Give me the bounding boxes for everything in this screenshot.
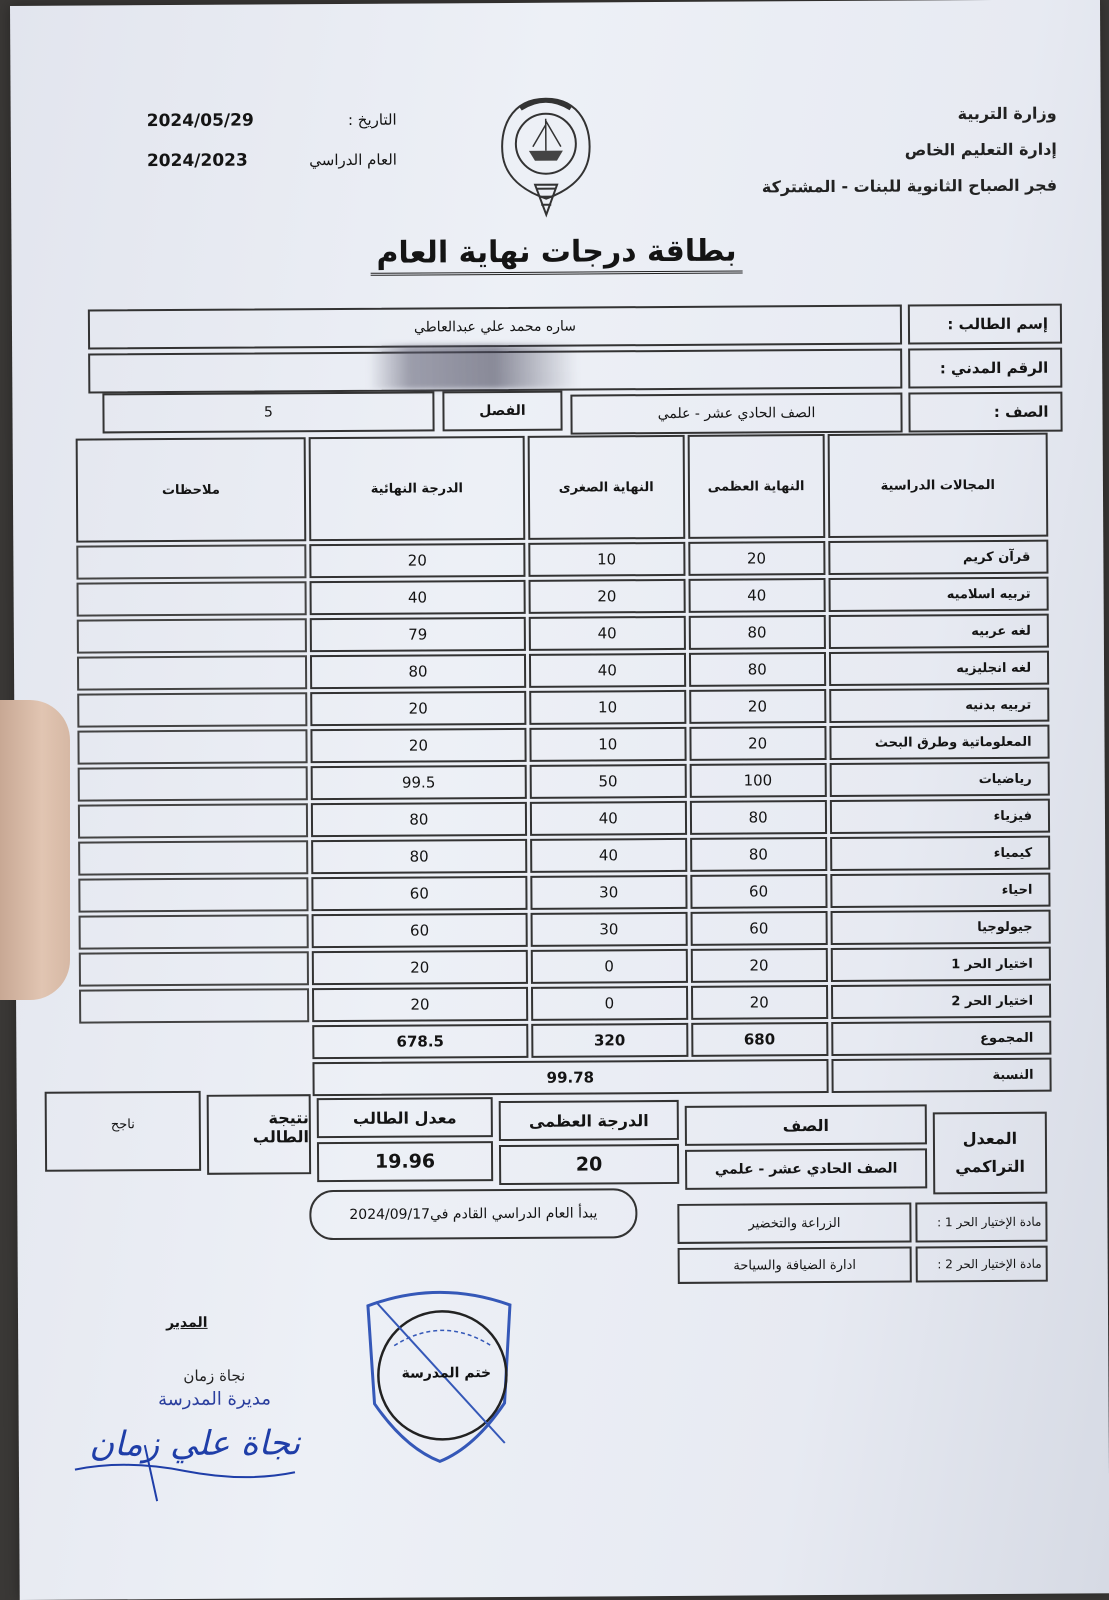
table-row: احياء 60 30 60 [78,873,1050,913]
cumulative-grade-value: الصف الحادي عشر - علمي [685,1148,927,1189]
header-institution [761,96,1057,206]
director-name: نجاة زمان [183,1366,246,1385]
table-row: اختيار الحر 2 20 0 20 [79,984,1051,1024]
table-row: رياضيات 100 50 99.5 [78,762,1050,802]
table-row: جيولوجيا 60 30 60 [79,910,1051,950]
student-name-value: ساره محمد علي عبدالعاطي [88,305,902,350]
header-max: النهاية العظمى [687,434,825,539]
total-final: 678.5 [312,1024,528,1059]
director-label: المدير [165,1314,208,1332]
year-value: 2024/2023 [146,150,248,172]
civil-id-label: الرقم المدني : [908,348,1062,389]
header-final: الدرجة النهائية [309,436,526,541]
report-card-paper [10,0,1109,1600]
table-row: لغه عربيه 80 40 79 [77,614,1049,654]
stamp-text: ختم المدرسة [401,1365,492,1382]
school-stamp-icon [354,1285,525,1466]
principal-label: مديرة المدرسة [157,1388,272,1411]
elective-1-value: الزراعة والتخضير [677,1203,911,1244]
ministry-name: وزارة التربية [957,103,1057,124]
name-label: إسم الطالب : [908,304,1062,345]
year-label: العام الدراسي [309,150,398,170]
date-value: 2024/05/29 [146,110,254,132]
total-label: المجموع [831,1021,1052,1056]
table-row: اختيار الحر 1 20 0 20 [79,947,1051,987]
date-label: التاريخ : [347,110,397,129]
table-row: المعلوماتية وطرق البحث 20 10 20 [77,725,1049,765]
director-signature-icon [64,1354,305,1505]
percent-row [79,1058,1051,1098]
elective-2-label: مادة الإختيار الحر 2 : [916,1246,1048,1283]
holding-thumb [0,700,70,1000]
table-row: تربيه بدنيه 20 10 20 [77,688,1049,728]
redacted-civil-id [368,345,578,390]
table-row: قرآن كريم 20 10 20 [76,540,1048,580]
percent-label: النسبة [831,1058,1052,1093]
header-dates [147,100,397,182]
percent-value: 99.78 [312,1059,828,1096]
kuwait-emblem-icon [491,88,602,219]
table-row: فيزياء 80 40 80 [78,799,1050,839]
table-row: تربيه اسلاميه 40 20 40 [77,577,1049,617]
cumulative-max-value: 20 [499,1144,679,1185]
total-min: 320 [531,1023,688,1058]
header-notes: ملاحظات [76,437,307,542]
header-subject: المجالات الدراسية [827,433,1048,538]
grades-table [73,430,1055,1101]
signature-text: نجاة علي زمان [89,1423,301,1465]
total-row [79,1021,1051,1061]
elective-2-value: ادارة الضيافة والسياحة [678,1247,912,1284]
table-row: لغه انجليزيه 80 40 80 [77,651,1049,691]
class-label: الفصل [442,391,562,432]
table-row: كيمياء 80 40 80 [78,836,1050,876]
student-average-value: 19.96 [317,1141,493,1182]
cumulative-label: المعدل التراكمي [933,1112,1047,1195]
department-name: إدارة التعليم الخاص [904,139,1057,160]
cumulative-max-header: الدرجة العظمى [499,1100,679,1141]
elective-1-label: مادة الإختيار الحر 1 : [915,1202,1047,1243]
school-name: فجر الصباح الثانوية للبنات - المشتركة [761,175,1058,197]
grade-label: الصف : [908,392,1062,433]
page-title: بطاقة درجات نهاية العام [11,231,1101,273]
next-year-note: يبدأ العام الدراسي القادم في2024/09/17 [309,1188,637,1240]
student-average-header: معدل الطالب [317,1097,493,1138]
total-max: 680 [691,1022,828,1057]
grade-value: الصف الحادي عشر - علمي [570,393,902,435]
student-result-value: ناجح [45,1091,201,1172]
header-min: النهاية الصغرى [528,435,685,540]
class-value: 5 [102,391,434,433]
cumulative-grade-header: الصف [685,1104,927,1145]
student-result-header: نتيجة الطالب [207,1094,311,1175]
